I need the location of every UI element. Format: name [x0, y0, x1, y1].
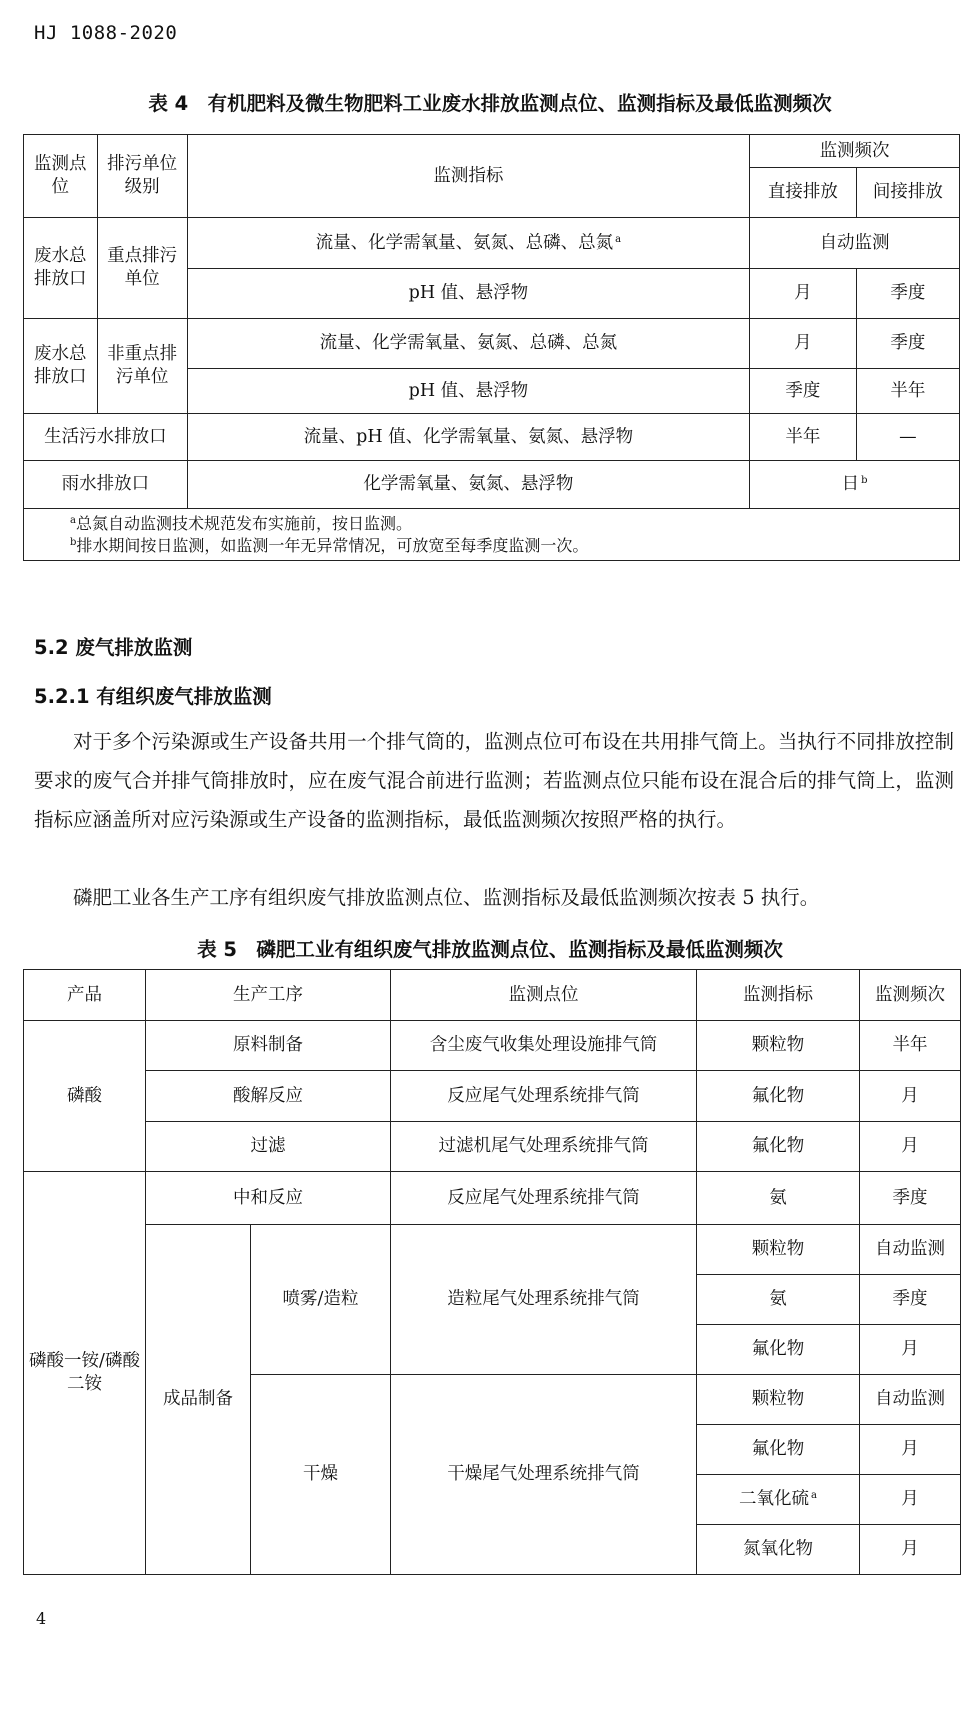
frequency-text: 日 — [841, 474, 860, 495]
table-row — [24, 1122, 961, 1172]
indicator-cell: 流量、化学需氧量、氨氮、总磷、总氮 — [187, 319, 749, 369]
footnote-text: 总氮自动监测技术规范发布实施前，按日监测。 — [75, 513, 412, 533]
frequency-cell: 自动监测 — [750, 218, 960, 269]
indicator-cell: 氨 — [697, 1172, 860, 1225]
indicator-cell: 颗粒物 — [697, 1225, 860, 1275]
document-code-header: HJ 1088-2020 — [34, 22, 178, 44]
indicator-text: 二氧化硫 — [739, 1489, 810, 1510]
footnote-a — [68, 513, 955, 535]
indicator-cell — [187, 218, 749, 269]
indicator-cell: 流量、pH 值、化学需氧量、氨氮、悬浮物 — [187, 414, 749, 461]
header-indirect: 间接排放 — [856, 168, 959, 218]
indicator-cell: 氟化物 — [697, 1122, 860, 1172]
frequency-cell: 季度 — [860, 1275, 961, 1325]
indirect-frequency-cell: 半年 — [856, 369, 959, 414]
header-location: 监测点位 — [391, 970, 697, 1021]
indirect-frequency-cell: — — [856, 414, 959, 461]
process-cell: 酸解反应 — [146, 1071, 391, 1122]
indicator-cell: 颗粒物 — [697, 1021, 860, 1071]
process-cell: 过滤 — [146, 1122, 391, 1172]
page-number: 4 — [36, 1609, 47, 1628]
location-cell: 含尘废气收集处理设施排气筒 — [391, 1021, 697, 1071]
footnote-mark: b — [70, 536, 77, 548]
indicator-cell: 氟化物 — [697, 1071, 860, 1122]
table-row — [24, 1225, 961, 1275]
frequency-cell: 月 — [860, 1425, 961, 1475]
indicator-cell: 氮氧化物 — [697, 1525, 860, 1575]
table-row — [24, 970, 961, 1021]
footnote-b — [68, 535, 955, 557]
header-location: 监测点位 — [24, 135, 98, 218]
table-5-caption: 表 5 磷肥工业有组织废气排放监测点位、监测指标及最低监测频次 — [197, 938, 783, 961]
indicator-cell — [697, 1475, 860, 1525]
level-cell: 非重点排污单位 — [97, 319, 187, 414]
frequency-cell: 季度 — [860, 1172, 961, 1225]
table-row — [24, 1021, 961, 1071]
table-row — [24, 461, 960, 509]
table-row — [24, 319, 960, 369]
footnote-mark: a — [70, 514, 76, 526]
subsection-heading: 5.2.1 有组织废气排放监测 — [34, 685, 272, 708]
indicator-cell: pH 值、悬浮物 — [187, 269, 749, 319]
header-frequency: 监测频次 — [860, 970, 961, 1021]
table-notes — [24, 509, 960, 561]
table-4-caption: 表 4 有机肥料及微生物肥料工业废水排放监测点位、监测指标及最低监测频次 — [148, 92, 832, 115]
header-process: 生产工序 — [146, 970, 391, 1021]
footnote-mark: a — [615, 233, 622, 245]
process-cell: 原料制备 — [146, 1021, 391, 1071]
indicator-cell: 氟化物 — [697, 1325, 860, 1375]
product-cell: 磷酸一铵/磷酸二铵 — [24, 1172, 146, 1575]
frequency-cell: 自动监测 — [860, 1375, 961, 1425]
indicator-cell: 颗粒物 — [697, 1375, 860, 1425]
footnote-text: 排水期间按日监测，如监测一年无异常情况，可放宽至每季度监测一次。 — [76, 535, 589, 555]
level-cell: 重点排污单位 — [97, 218, 187, 319]
indicator-cell: pH 值、悬浮物 — [187, 369, 749, 414]
header-direct: 直接排放 — [750, 168, 857, 218]
frequency-cell: 月 — [860, 1525, 961, 1575]
product-cell: 磷酸 — [24, 1021, 146, 1172]
header-indicators: 监测指标 — [187, 135, 749, 218]
frequency-cell — [750, 461, 960, 509]
footnote-mark: a — [811, 1490, 817, 1502]
indirect-frequency-cell: 季度 — [856, 319, 959, 369]
frequency-cell: 自动监测 — [860, 1225, 961, 1275]
table-row — [24, 135, 960, 168]
body-paragraph: 对于多个污染源或生产设备共用一个排气筒的，监测点位可布设在共用排气筒上。当执行不同排放控制要求的废气合并排气筒排放时，应在废气混合前进行监测；若监测点位只能布设在混合后的排气筒上，监测指标应涵盖所对应污染源或生产设备的监测指标，最低监测频次按照严格的执行。 — [34, 730, 954, 831]
indicator-cell: 氟化物 — [697, 1425, 860, 1475]
location-cell: 反应尾气处理系统排气筒 — [391, 1071, 697, 1122]
header-product: 产品 — [24, 970, 146, 1021]
table-row — [24, 414, 960, 461]
header-frequency: 监测频次 — [750, 135, 960, 168]
process-group-cell: 成品制备 — [146, 1225, 251, 1575]
location-cell: 雨水排放口 — [24, 461, 188, 509]
direct-frequency-cell: 月 — [750, 319, 857, 369]
subprocess-cell: 喷雾/造粒 — [251, 1225, 391, 1375]
direct-frequency-cell: 季度 — [750, 369, 857, 414]
footnote-mark: b — [861, 475, 868, 487]
location-cell: 废水总排放口 — [24, 319, 98, 414]
frequency-cell: 半年 — [860, 1021, 961, 1071]
location-cell: 反应尾气处理系统排气筒 — [391, 1172, 697, 1225]
location-cell: 造粒尾气处理系统排气筒 — [391, 1225, 697, 1375]
table-notes-row — [24, 509, 960, 561]
table-row — [24, 218, 960, 269]
frequency-cell: 月 — [860, 1475, 961, 1525]
process-cell: 中和反应 — [146, 1172, 391, 1225]
body-paragraph: 磷肥工业各生产工序有组织废气排放监测点位、监测指标及最低监测频次按表 5 执行。 — [73, 886, 820, 909]
location-cell: 干燥尾气处理系统排气筒 — [391, 1375, 697, 1575]
location-cell: 废水总排放口 — [24, 218, 98, 319]
section-heading: 5.2 废气排放监测 — [34, 636, 193, 659]
frequency-cell: 月 — [860, 1122, 961, 1172]
table-5 — [23, 969, 961, 1575]
location-cell: 生活污水排放口 — [24, 414, 188, 461]
indicator-text: 流量、化学需氧量、氨氮、总磷、总氮 — [315, 232, 614, 253]
table-4 — [23, 134, 960, 561]
location-cell: 过滤机尾气处理系统排气筒 — [391, 1122, 697, 1172]
header-indicator: 监测指标 — [697, 970, 860, 1021]
table-row — [24, 1172, 961, 1225]
direct-frequency-cell: 月 — [750, 269, 857, 319]
indicator-cell: 化学需氧量、氨氮、悬浮物 — [187, 461, 749, 509]
indicator-cell: 氨 — [697, 1275, 860, 1325]
subprocess-cell: 干燥 — [251, 1375, 391, 1575]
direct-frequency-cell: 半年 — [750, 414, 857, 461]
frequency-cell: 月 — [860, 1071, 961, 1122]
frequency-cell: 月 — [860, 1325, 961, 1375]
table-row — [24, 1071, 961, 1122]
indirect-frequency-cell: 季度 — [856, 269, 959, 319]
header-level: 排污单位级别 — [97, 135, 187, 218]
